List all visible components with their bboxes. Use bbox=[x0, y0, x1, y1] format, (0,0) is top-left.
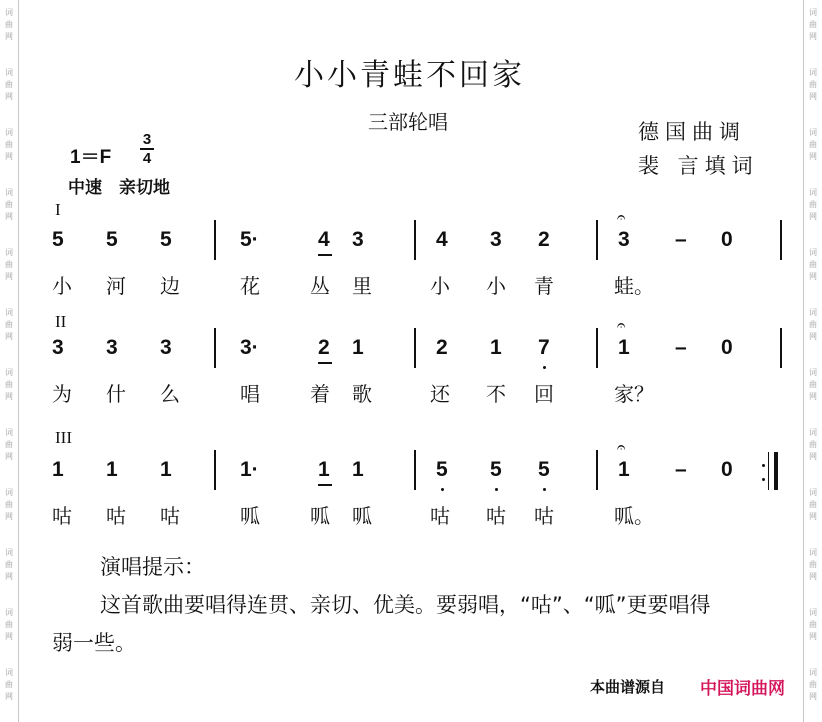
watermark-char: 曲 bbox=[809, 20, 817, 29]
watermark-char: 网 bbox=[809, 632, 817, 641]
note: 1 bbox=[618, 458, 630, 481]
watermark-char: 网 bbox=[5, 332, 13, 341]
lyric-syllable: 呱 bbox=[240, 504, 260, 528]
watermark-char: 网 bbox=[5, 572, 13, 581]
note: 5· bbox=[240, 228, 259, 251]
note: 3 bbox=[160, 336, 172, 359]
watermark-char: 曲 bbox=[5, 680, 13, 689]
barline bbox=[780, 328, 782, 368]
song-title: 小小青蛙不回家 bbox=[294, 58, 525, 93]
barline bbox=[596, 328, 598, 368]
key-signature: 1＝F bbox=[70, 147, 112, 168]
lyric-syllable: 唱 bbox=[240, 382, 260, 406]
watermark-char: 曲 bbox=[5, 440, 13, 449]
low-octave-dot bbox=[543, 366, 546, 369]
watermark-char: 曲 bbox=[5, 560, 13, 569]
watermark-char: 网 bbox=[809, 392, 817, 401]
lyric-syllable: 小 bbox=[486, 274, 506, 298]
note: 1 bbox=[618, 336, 630, 359]
watermark-char: 网 bbox=[809, 92, 817, 101]
note: 1 bbox=[52, 458, 64, 481]
time-signature bbox=[140, 132, 154, 166]
lyric-syllable: 咕 bbox=[52, 504, 72, 528]
watermark-char: 词 bbox=[5, 548, 13, 557]
repeat-dot bbox=[762, 478, 765, 481]
watermark-char: 词 bbox=[5, 188, 13, 197]
eighth-underline bbox=[318, 254, 332, 256]
barline bbox=[214, 450, 216, 490]
eighth-underline bbox=[318, 484, 332, 486]
note: 5 bbox=[160, 228, 172, 251]
hint-line-1: 这首歌曲要唱得连贯、亲切、优美。要弱唱，“咕”、“呱”更要唱得 bbox=[100, 593, 711, 617]
watermark-char: 网 bbox=[5, 212, 13, 221]
watermark-char: 曲 bbox=[5, 20, 13, 29]
left-watermark-strip bbox=[0, 0, 19, 722]
final-barline-thick bbox=[774, 452, 778, 490]
lyric-syllable: 咕 bbox=[106, 504, 126, 528]
note: 3 bbox=[618, 228, 630, 251]
watermark-char: 词 bbox=[5, 248, 13, 257]
watermark-char: 词 bbox=[809, 8, 817, 17]
barline bbox=[414, 220, 416, 260]
final-barline-thin bbox=[768, 452, 769, 490]
lyric-syllable: 么 bbox=[160, 382, 180, 406]
note: 7 bbox=[538, 336, 550, 359]
note: 3 bbox=[490, 228, 502, 251]
note: 4 bbox=[318, 228, 330, 251]
watermark-char: 词 bbox=[5, 608, 13, 617]
note: 1 bbox=[318, 458, 330, 481]
watermark-char: 网 bbox=[809, 32, 817, 41]
watermark-char: 曲 bbox=[809, 80, 817, 89]
lyric-syllable: 歌 bbox=[352, 382, 372, 406]
watermark-char: 网 bbox=[5, 152, 13, 161]
note: 1 bbox=[490, 336, 502, 359]
note: 0 bbox=[721, 458, 733, 481]
lyric-syllable: 咕 bbox=[430, 504, 450, 528]
watermark-char: 词 bbox=[5, 68, 13, 77]
low-octave-dot bbox=[495, 488, 498, 491]
watermark-char: 曲 bbox=[5, 380, 13, 389]
note: – bbox=[675, 336, 687, 359]
watermark-char: 词 bbox=[5, 308, 13, 317]
watermark-char: 网 bbox=[5, 632, 13, 641]
lyric-syllable: 里 bbox=[352, 274, 372, 298]
watermark-char: 曲 bbox=[5, 260, 13, 269]
lyric-syllable: 回 bbox=[534, 382, 554, 406]
lyric-syllable: 小 bbox=[52, 274, 72, 298]
part-label: I bbox=[55, 200, 61, 219]
note: 1 bbox=[352, 336, 364, 359]
part-label: III bbox=[55, 428, 72, 447]
note: 3· bbox=[240, 336, 259, 359]
low-octave-dot bbox=[441, 488, 444, 491]
hint-line-2: 弱一些。 bbox=[52, 631, 136, 655]
low-octave-dot bbox=[543, 488, 546, 491]
lyric-syllable: 咕 bbox=[486, 504, 506, 528]
watermark-char: 网 bbox=[5, 512, 13, 521]
lyric-syllable: 小 bbox=[430, 274, 450, 298]
lyric-syllable: 咕 bbox=[160, 504, 180, 528]
hint-title: 演唱提示： bbox=[100, 555, 205, 579]
fermata: 𝄐 bbox=[617, 316, 626, 334]
lyric-syllable: 呱。 bbox=[614, 504, 654, 528]
note: 1· bbox=[240, 458, 259, 481]
tempo-marking: 中速 亲切地 bbox=[68, 178, 170, 198]
watermark-char: 词 bbox=[5, 428, 13, 437]
lyric-syllable: 咕 bbox=[534, 504, 554, 528]
watermark-char: 词 bbox=[5, 368, 13, 377]
watermark-char: 词 bbox=[809, 608, 817, 617]
watermark-char: 网 bbox=[809, 452, 817, 461]
watermark-char: 曲 bbox=[809, 500, 817, 509]
note: 3 bbox=[106, 336, 118, 359]
barline bbox=[214, 328, 216, 368]
note: 0 bbox=[721, 336, 733, 359]
music-credit: 德国曲调 bbox=[638, 120, 746, 144]
source-site-link[interactable]: 中国词曲网 bbox=[700, 679, 785, 699]
watermark-char: 网 bbox=[5, 272, 13, 281]
lyric-syllable: 什 bbox=[106, 382, 126, 406]
time-signature-bottom: 4 bbox=[142, 150, 152, 167]
watermark-char: 词 bbox=[809, 668, 817, 677]
lyric-syllable: 丛 bbox=[310, 274, 330, 298]
barline bbox=[596, 220, 598, 260]
watermark-char: 词 bbox=[809, 548, 817, 557]
lyric-syllable: 呱 bbox=[310, 504, 330, 528]
watermark-char: 词 bbox=[809, 248, 817, 257]
watermark-char: 词 bbox=[809, 308, 817, 317]
note: 3 bbox=[52, 336, 64, 359]
note: 1 bbox=[106, 458, 118, 481]
watermark-char: 曲 bbox=[5, 140, 13, 149]
watermark-char: 曲 bbox=[809, 440, 817, 449]
watermark-char: 词 bbox=[809, 488, 817, 497]
right-watermark-strip bbox=[803, 0, 822, 722]
note: 5 bbox=[106, 228, 118, 251]
fermata: 𝄐 bbox=[617, 208, 626, 226]
lyric-syllable: 蛙。 bbox=[614, 274, 654, 298]
watermark-char: 网 bbox=[5, 392, 13, 401]
note: – bbox=[675, 228, 687, 251]
watermark-char: 词 bbox=[809, 368, 817, 377]
watermark-char: 网 bbox=[5, 92, 13, 101]
note: 2 bbox=[318, 336, 330, 359]
watermark-char: 词 bbox=[5, 128, 13, 137]
part-label: II bbox=[55, 312, 67, 331]
watermark-char: 曲 bbox=[809, 140, 817, 149]
watermark-char: 曲 bbox=[809, 320, 817, 329]
watermark-char: 词 bbox=[809, 188, 817, 197]
watermark-char: 网 bbox=[809, 212, 817, 221]
watermark-char: 曲 bbox=[809, 200, 817, 209]
lyric-syllable: 不 bbox=[486, 382, 506, 406]
watermark-char: 词 bbox=[809, 128, 817, 137]
lyric-syllable: 还 bbox=[430, 382, 450, 406]
lyric-syllable: 花 bbox=[240, 274, 260, 298]
watermark-char: 网 bbox=[5, 452, 13, 461]
watermark-char: 网 bbox=[5, 692, 13, 701]
watermark-char: 词 bbox=[5, 668, 13, 677]
note: 4 bbox=[436, 228, 448, 251]
watermark-char: 网 bbox=[809, 692, 817, 701]
lyric-syllable: 着 bbox=[310, 382, 330, 406]
watermark-char: 曲 bbox=[809, 260, 817, 269]
note: 1 bbox=[352, 458, 364, 481]
watermark-char: 网 bbox=[809, 272, 817, 281]
lyric-syllable: 河 bbox=[106, 274, 126, 298]
lyric-syllable: 家？ bbox=[614, 382, 654, 406]
watermark-char: 网 bbox=[5, 32, 13, 41]
source-label: 本曲谱源自 bbox=[590, 678, 666, 696]
watermark-char: 曲 bbox=[809, 560, 817, 569]
watermark-char: 曲 bbox=[5, 80, 13, 89]
note: 5 bbox=[52, 228, 64, 251]
barline bbox=[414, 328, 416, 368]
watermark-char: 曲 bbox=[5, 320, 13, 329]
lyric-syllable: 为 bbox=[52, 382, 72, 406]
lyric-syllable: 呱 bbox=[352, 504, 372, 528]
song-subtitle: 三部轮唱 bbox=[368, 110, 448, 134]
watermark-char: 网 bbox=[809, 332, 817, 341]
watermark-char: 曲 bbox=[5, 200, 13, 209]
watermark-char: 曲 bbox=[809, 620, 817, 629]
watermark-char: 词 bbox=[5, 8, 13, 17]
note: 2 bbox=[538, 228, 550, 251]
repeat-dot bbox=[762, 464, 765, 467]
note: 5 bbox=[538, 458, 550, 481]
watermark-char: 曲 bbox=[5, 620, 13, 629]
lyrics-credit: 裴 言填词 bbox=[638, 154, 759, 178]
note: 1 bbox=[160, 458, 172, 481]
lyric-syllable: 青 bbox=[534, 274, 554, 298]
time-signature-top: 3 bbox=[142, 131, 152, 148]
note: 5 bbox=[436, 458, 448, 481]
note: 0 bbox=[721, 228, 733, 251]
watermark-char: 词 bbox=[809, 428, 817, 437]
barline bbox=[596, 450, 598, 490]
watermark-char: 曲 bbox=[809, 680, 817, 689]
watermark-char: 网 bbox=[809, 152, 817, 161]
note: – bbox=[675, 458, 687, 481]
watermark-char: 词 bbox=[5, 488, 13, 497]
note: 3 bbox=[352, 228, 364, 251]
watermark-char: 词 bbox=[809, 68, 817, 77]
note: 5 bbox=[490, 458, 502, 481]
lyric-syllable: 边 bbox=[160, 274, 180, 298]
watermark-char: 网 bbox=[809, 512, 817, 521]
barline bbox=[414, 450, 416, 490]
watermark-char: 曲 bbox=[809, 380, 817, 389]
watermark-char: 曲 bbox=[5, 500, 13, 509]
eighth-underline bbox=[318, 362, 332, 364]
watermark-char: 网 bbox=[809, 572, 817, 581]
barline bbox=[780, 220, 782, 260]
note: 2 bbox=[436, 336, 448, 359]
fermata: 𝄐 bbox=[617, 438, 626, 456]
barline bbox=[214, 220, 216, 260]
